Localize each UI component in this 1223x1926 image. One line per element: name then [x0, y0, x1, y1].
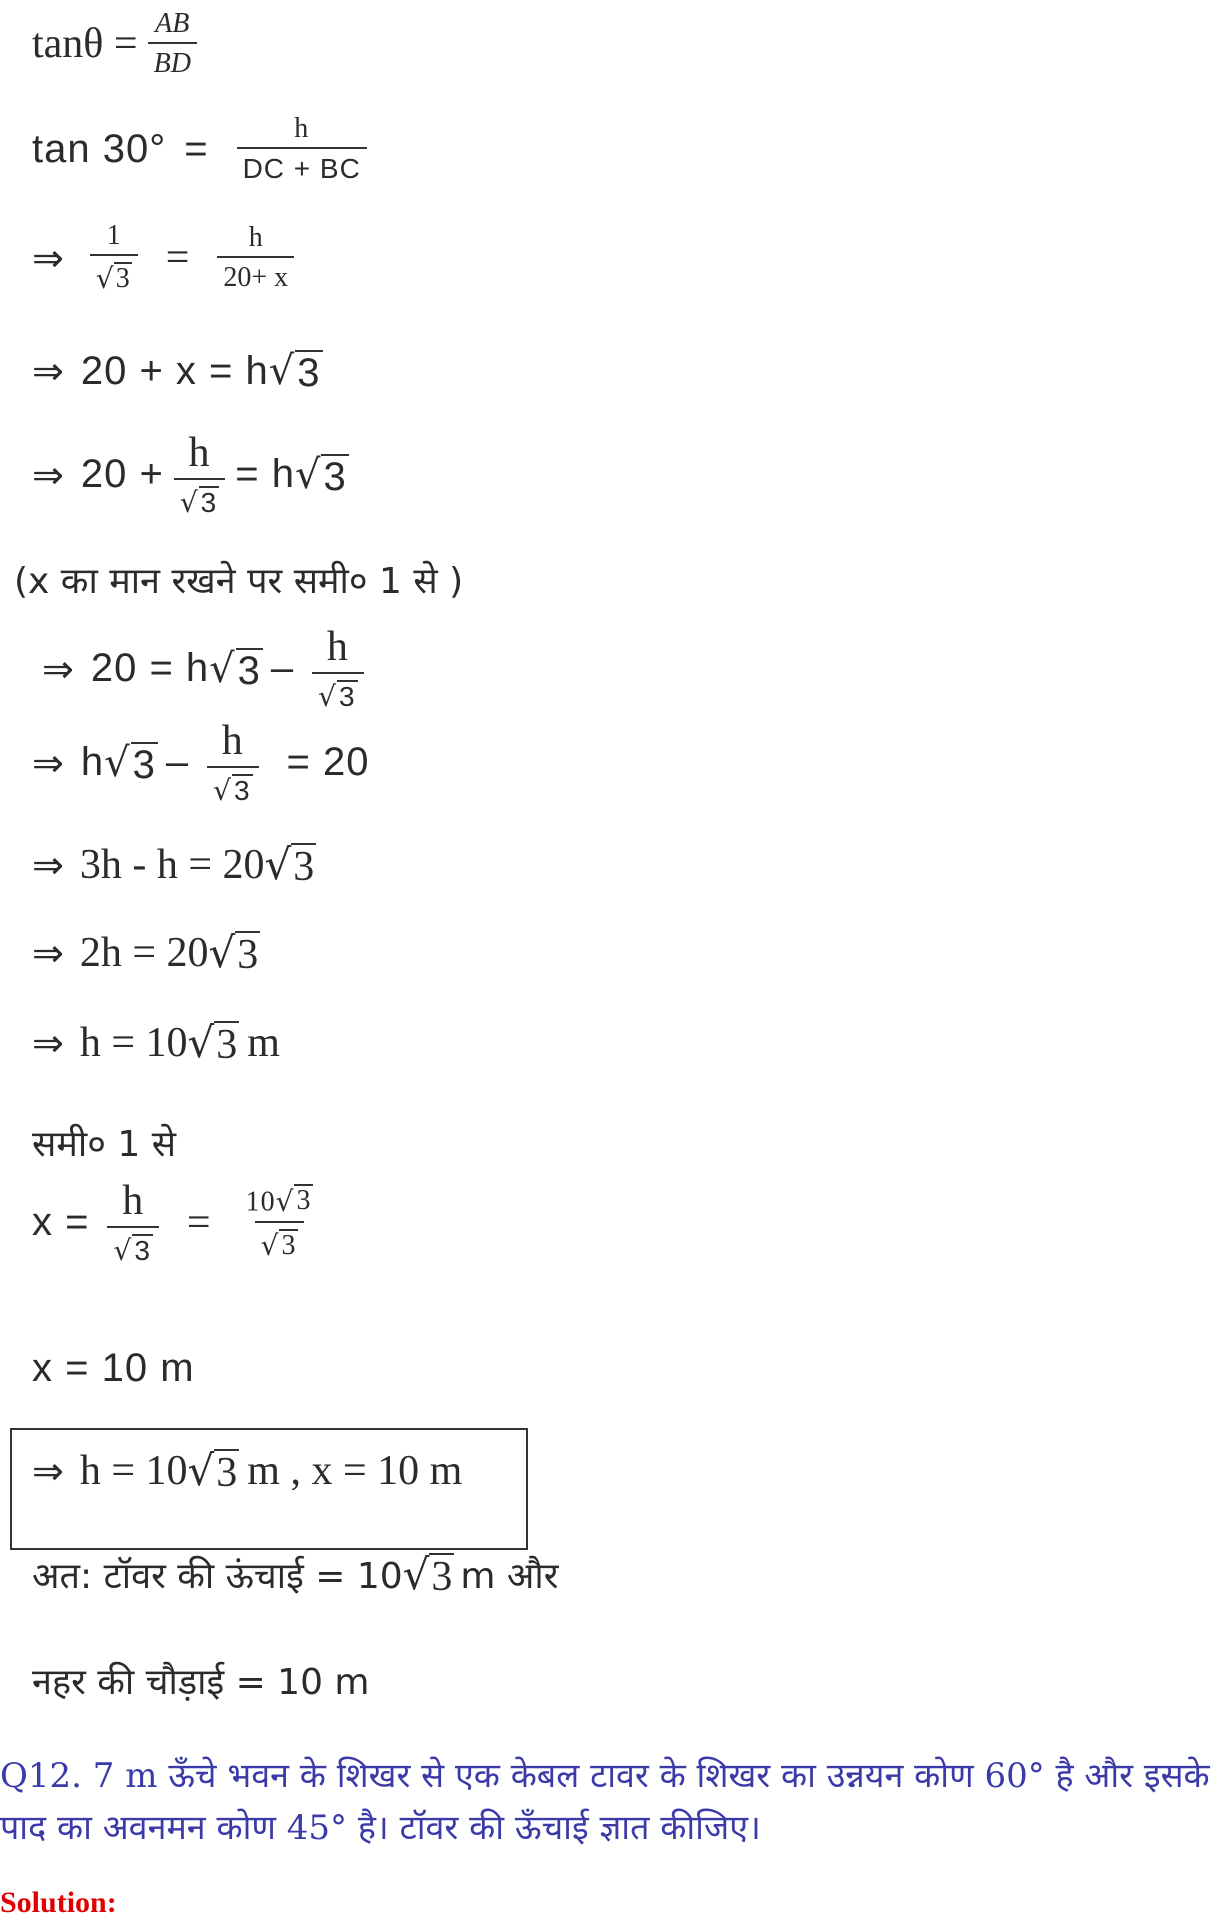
question-12: Q12. 7 m ऊँचे भवन के शिखर से एक केबल टावर के शिखर का उन्नयन कोण 60° है और इसके पाद का अवनमन कोण 45° है। टॉवर की ऊँचाई ज्ञात कीजिए।: [0, 1756, 1210, 1848]
implies-arrow-icon: ⇒: [32, 842, 64, 887]
radicand: 3: [132, 742, 156, 787]
expression-left: 20 +: [80, 452, 164, 497]
implies-arrow-icon: ⇒: [32, 1448, 64, 1493]
numerator: h: [122, 1178, 145, 1224]
solution-label: Solution:: [0, 1886, 117, 1919]
radicand: 3: [237, 931, 259, 978]
tower-height-answer: अत: टॉवर की ऊंचाई = 10 √ 3 m और: [32, 1550, 559, 1600]
minus-sign: –: [270, 646, 295, 691]
unit: m: [247, 1019, 280, 1066]
expression: अत: टॉवर की ऊंचाई = 10: [32, 1556, 403, 1597]
fraction-h-root3: [312, 624, 363, 714]
numerator: AB: [155, 8, 190, 39]
fraction-h-root3: [207, 718, 258, 808]
expression-right: = 20: [286, 740, 370, 785]
implies-arrow-icon: ⇒: [32, 740, 65, 785]
fraction-h-root3: [174, 430, 225, 520]
equation-x-value: [32, 1178, 329, 1268]
equation-step-5: ⇒ h √ 3 – h √ 3 = 20: [32, 718, 370, 808]
expression-left: x =: [32, 1200, 90, 1245]
equals-sign: =: [184, 126, 209, 171]
expression: 20 + x = h: [80, 348, 269, 393]
substitution-note: (x का मान रखने पर समी० 1 से ): [14, 561, 464, 602]
denominator: √ 3: [207, 766, 258, 805]
denominator: √ 3: [90, 254, 138, 294]
fraction-10root3-root3: [240, 1184, 320, 1261]
expression-left: h: [80, 740, 105, 785]
tan-30-left: tan 30°: [32, 126, 167, 171]
numerator: h: [326, 624, 349, 670]
expression: h = 10: [79, 1447, 188, 1494]
fraction-h-root3: [107, 1178, 158, 1268]
equation-step-1: [32, 222, 304, 294]
radicand: 3: [297, 351, 321, 395]
denominator: BD: [148, 42, 197, 78]
numerator: h: [221, 718, 244, 764]
implies-arrow-icon: ⇒: [42, 646, 75, 691]
equation-step-8: ⇒ h = 10 √ 3 m: [32, 1018, 280, 1068]
coefficient: 10: [245, 1186, 276, 1218]
denominator: DC + BC: [237, 147, 367, 183]
numerator: 10 √ 3: [245, 1184, 312, 1218]
denominator: √ 3: [312, 672, 363, 711]
radicand: 3: [323, 454, 347, 499]
unit: m , x = 10 m: [247, 1447, 463, 1494]
implies-arrow-icon: ⇒: [32, 452, 65, 497]
numerator: h: [188, 430, 211, 476]
radicand: 3: [233, 775, 251, 806]
radicand: 3: [431, 1553, 453, 1600]
radicand: 3: [216, 1021, 238, 1068]
numerator: 1: [106, 220, 121, 251]
boxed-result: ⇒ h = 10 √ 3 m , x = 10 m: [32, 1446, 463, 1496]
minus-sign: –: [165, 740, 190, 785]
equation-step-6: ⇒ 3h - h = 20 √ 3: [32, 840, 315, 890]
numerator: h: [248, 222, 263, 254]
radicand: 3: [134, 1235, 151, 1266]
radicand: 3: [115, 263, 130, 294]
expression-right: = h: [235, 452, 295, 497]
fraction-h-dc-bc: [237, 115, 367, 183]
from-equation-1-label: समी० 1 से: [32, 1124, 177, 1165]
denominator: √ 3: [255, 1221, 305, 1261]
denominator: √ 3: [107, 1226, 158, 1265]
canal-width-answer: नहर की चौड़ाई = 10 m: [32, 1662, 370, 1703]
radicand: 3: [200, 487, 218, 518]
denominator: √ 3: [174, 478, 225, 517]
fraction-h-20x: [217, 224, 294, 292]
radicand: 3: [237, 648, 261, 693]
equation-step-4: ⇒ 20 = h √ 3 – h √ 3: [42, 626, 374, 711]
equation-tan-30: [32, 115, 377, 183]
denominator: 20+ x: [217, 256, 294, 292]
equation-step-3: ⇒ 20 + h √ 3 = h √ 3: [32, 430, 347, 520]
fraction-ab-bd: [148, 10, 197, 78]
equation-tan-theta: [32, 10, 207, 78]
equation-step-2: ⇒ 20 + x = h √ 3: [32, 348, 321, 395]
radicand: 3: [281, 1229, 297, 1261]
expression: 2h = 20: [79, 929, 209, 976]
unit: m और: [460, 1556, 559, 1597]
equals-sign: =: [165, 235, 190, 282]
equation-x-result: x = 10 m: [32, 1346, 195, 1390]
equation-step-7: ⇒ 2h = 20 √ 3: [32, 928, 259, 978]
radicand: 3: [296, 1185, 312, 1217]
numerator: h: [294, 113, 310, 144]
expression-left: 20 = h: [90, 646, 210, 691]
tan-theta-left: tanθ =: [32, 21, 138, 67]
radicand: 3: [216, 1449, 238, 1496]
expression: h = 10: [79, 1019, 188, 1066]
expression: 3h - h = 20: [79, 841, 265, 888]
implies-arrow-icon: ⇒: [32, 930, 64, 975]
equals-sign: =: [186, 1199, 212, 1246]
fraction-1-root3: [90, 222, 138, 294]
implies-arrow-icon: ⇒: [32, 1020, 64, 1065]
implies-arrow-icon: ⇒: [32, 236, 64, 281]
implies-arrow-icon: ⇒: [32, 349, 65, 393]
radicand: 3: [339, 681, 356, 712]
radicand: 3: [293, 843, 315, 890]
